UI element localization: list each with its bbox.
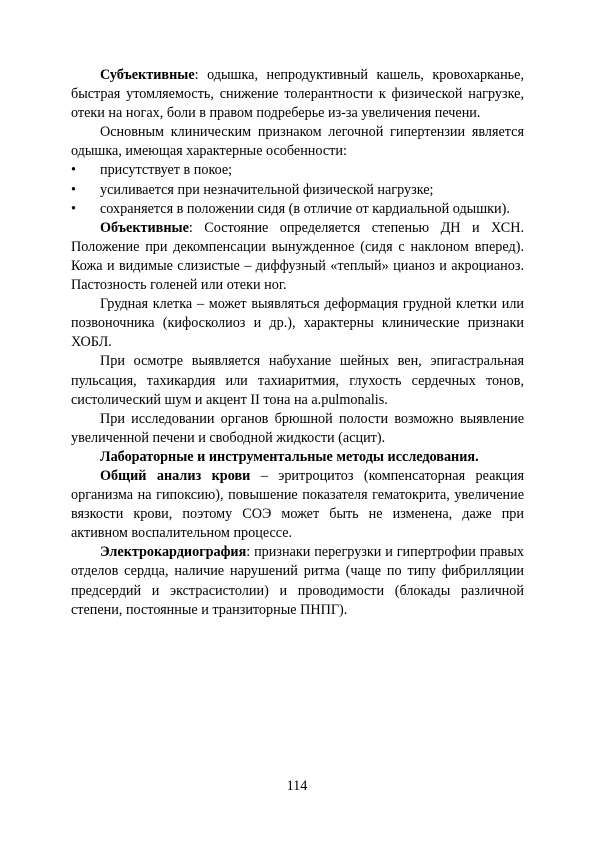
dyspnea-features-list <box>71 161 524 218</box>
page-number: 114 <box>286 778 308 794</box>
body-text <box>71 66 524 620</box>
bullet-icon: • <box>71 200 76 217</box>
ecg-text: : признаки перегрузки и гипертрофии правых отделов сердца, наличие нарушений ритма (чаще по типу фибрилляции предсердий и экстрасистолии) и проводимости (блокады различной степени, постоянные и транзиторные ПНПГ). <box>71 544 524 618</box>
list-item-text: усиливается при незначительной физической нагрузке; <box>100 181 434 198</box>
subjective-paragraph <box>71 66 524 123</box>
subjective-text: : одышка, непродуктивный кашель, кровохарканье, быстрая утомляемость, снижение толерантности к физической нагрузке, отеки на ногах, боли в правом подреберье из-за увеличения печени. <box>71 67 524 122</box>
ecg-label: Электрокардиография <box>100 544 247 561</box>
dyspnea-intro-paragraph: Основным клиническим признаком легочной гипертензии является одышка, имеющая характерные особенности: <box>71 124 524 160</box>
ecg-paragraph <box>71 543 524 619</box>
list-item <box>71 181 524 200</box>
list-item <box>71 200 524 219</box>
list-item-text: сохраняется в положении сидя (в отличие от кардиальной одышки). <box>100 200 510 217</box>
subjective-label: Субъективные <box>100 67 195 83</box>
objective-label: Объективные <box>100 219 189 236</box>
blood-test-paragraph <box>71 467 524 543</box>
abdomen-paragraph: При исследовании органов брюшной полости возможно выявление увеличенной печени и свободной жидкости (асцит). <box>71 410 524 446</box>
chest-paragraph: Грудная клетка – может выявляться деформация грудной клетки или позвоночника (кифосколиоз и др.), характерны клинические признаки ХОБЛ. <box>71 296 524 351</box>
list-item <box>71 161 524 180</box>
bullet-icon: • <box>71 181 76 198</box>
blood-test-text: – эритроцитоз (компенсаторная реакция организма на гипоксию), повышение показателя гематокрита, увеличение вязкости крови, поэтому СОЭ может быть не изменена, даже при активном воспалительном процессе. <box>71 467 524 542</box>
blood-test-label: Общий анализ крови <box>100 467 251 484</box>
list-item-text: присутствует в покое; <box>100 162 233 179</box>
inspection-paragraph: При осмотре выявляется набухание шейных вен, эпигастральная пульсация, тахикардия или тахиаритмия, глухость сердечных тонов, систолический шум и акцент II тона на a.pulmonalis. <box>71 353 524 408</box>
bullet-icon: • <box>71 162 76 179</box>
objective-text: : Состояние определяется степенью ДН и ХСН. Положение при декомпенсации вынужденное (сидя с наклоном вперед). Кожа и видимые слизистые – диффузный «теплый» цианоз и акроцианоз. Пастозность голеней или отеки ног. <box>71 219 524 294</box>
objective-paragraph <box>71 219 524 295</box>
lab-methods-heading: Лабораторные и инструментальные методы исследования. <box>100 448 479 465</box>
